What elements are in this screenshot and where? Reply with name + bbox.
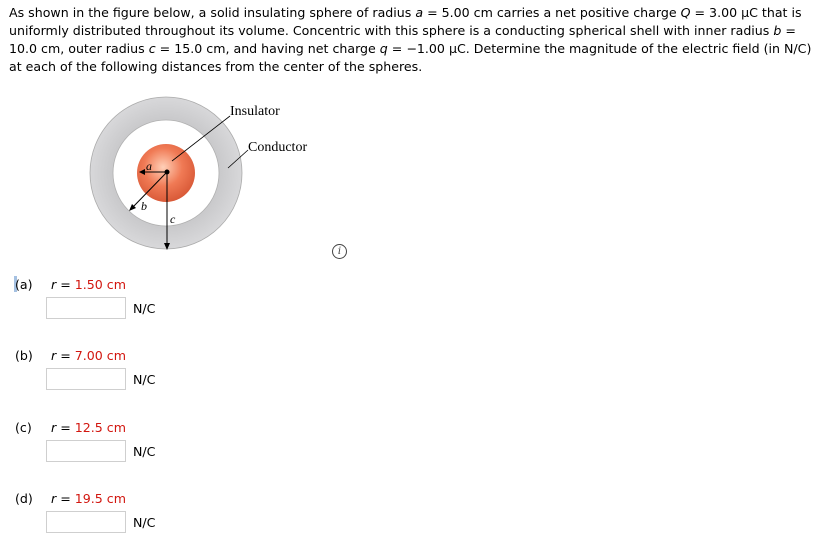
radius-a-label: a [146,159,152,173]
equals: = [56,277,75,292]
problem-text: As shown in the figure below, a solid insulating sphere of radius [9,5,416,20]
equals: = [56,491,75,506]
radius-b-label: b [141,199,147,213]
part-label [15,420,126,435]
equals: = [56,420,75,435]
radius-c-label: c [170,212,176,226]
part-letter: (b) [15,348,33,363]
unit-label: N/C [133,515,156,530]
problem-text: = 10.0 cm, outer radius [9,23,796,56]
insulator-label: Insulator [230,104,280,119]
answer-input-a[interactable] [46,297,126,319]
unit-label: N/C [133,444,156,459]
var-r: r [51,348,57,363]
equals: = [56,348,75,363]
part-label [15,348,126,363]
problem-text: = 3.00 μC that is uniformly distributed throughout its volume. Concentric with this sphere is a conducting spherical shell with inner radius [9,5,802,38]
problem-text: = −1.00 μC. Determine the magnitude of the electric field (in N/C) at each of the following distances from the center of the spheres. [9,41,812,74]
sphere-figure [82,88,342,260]
part-letter: (d) [15,491,33,506]
var-r: r [51,491,57,506]
conductor-label: Conductor [248,140,308,155]
center-dot [165,170,170,175]
var-b: b [773,23,782,38]
var-c: c [148,41,156,56]
problem-text: = 15.0 cm, and having net charge [155,41,380,56]
problem-statement [9,4,824,76]
unit-label: N/C [133,301,156,316]
answer-input-c[interactable] [46,440,126,462]
var-r: r [51,277,57,292]
var-r: r [51,420,57,435]
part-letter: (a) [15,277,33,292]
var-a: a [415,5,424,20]
distance-value: 19.5 cm [74,491,126,506]
part-label [15,277,126,292]
var-Q: Q [680,5,691,20]
distance-value: 7.00 cm [74,348,126,363]
info-icon[interactable]: i [332,244,347,259]
part-label [15,491,126,506]
distance-value: 1.50 cm [74,277,126,292]
unit-label: N/C [133,372,156,387]
part-letter: (c) [15,420,32,435]
distance-value: 12.5 cm [74,420,126,435]
var-q: q [379,41,388,56]
answer-input-d[interactable] [46,511,126,533]
answer-input-b[interactable] [46,368,126,390]
problem-text: = 5.00 cm carries a net positive charge [423,5,681,20]
